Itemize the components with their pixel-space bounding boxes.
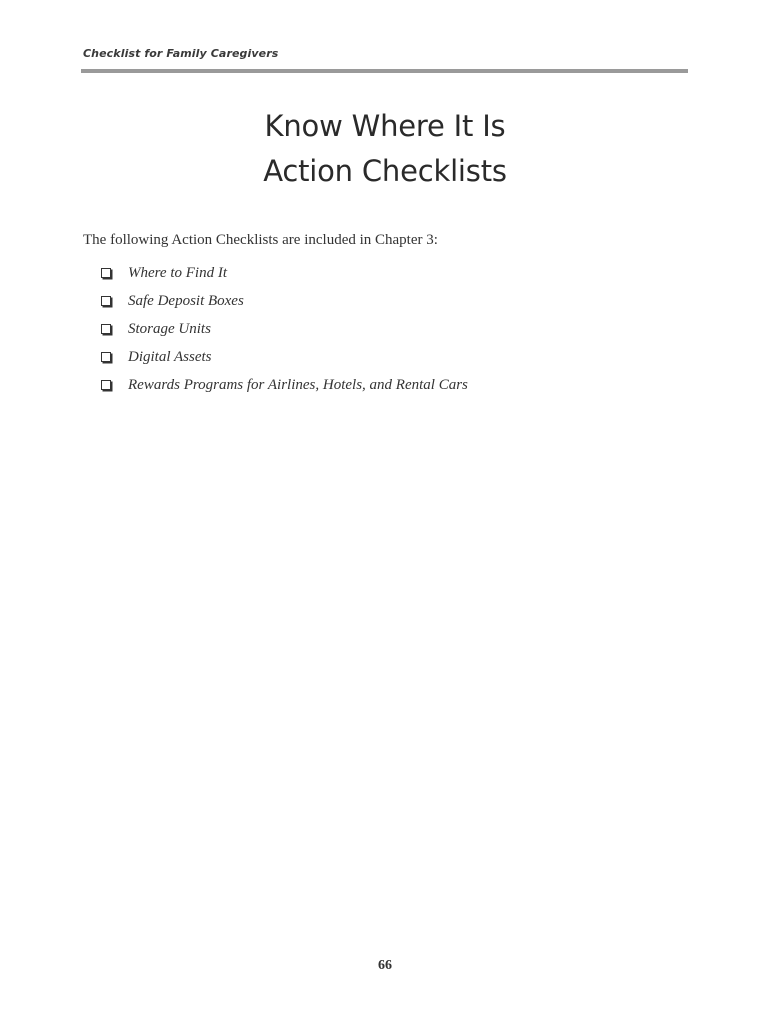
action-checklist [101, 259, 468, 399]
checklist-item-label: Storage Units [128, 320, 211, 337]
checkbox[interactable] [101, 324, 111, 334]
checklist-item-label: Safe Deposit Boxes [128, 292, 244, 309]
title-line-2: Action Checklists [263, 154, 507, 188]
intro-paragraph: The following Action Checklists are included in Chapter 3: [83, 232, 438, 248]
header-rule [81, 69, 688, 73]
checkbox[interactable] [101, 380, 111, 390]
checklist-item-label: Rewards Programs for Airlines, Hotels, and Rental Cars [128, 376, 468, 393]
checklist-item [101, 259, 468, 287]
running-header: Checklist for Family Caregivers [83, 47, 279, 60]
checklist-item [101, 315, 468, 343]
checkbox[interactable] [101, 352, 111, 362]
checkbox[interactable] [101, 268, 111, 278]
title-line-1: Know Where It Is [264, 109, 506, 143]
checkbox[interactable] [101, 296, 111, 306]
checklist-item-label: Digital Assets [128, 348, 212, 365]
checklist-item-label: Where to Find It [128, 264, 228, 281]
page-number: 66 [378, 958, 392, 973]
checklist-item [101, 287, 468, 315]
checklist-item [101, 371, 468, 399]
checklist-item [101, 343, 468, 371]
page-title [0, 104, 770, 194]
